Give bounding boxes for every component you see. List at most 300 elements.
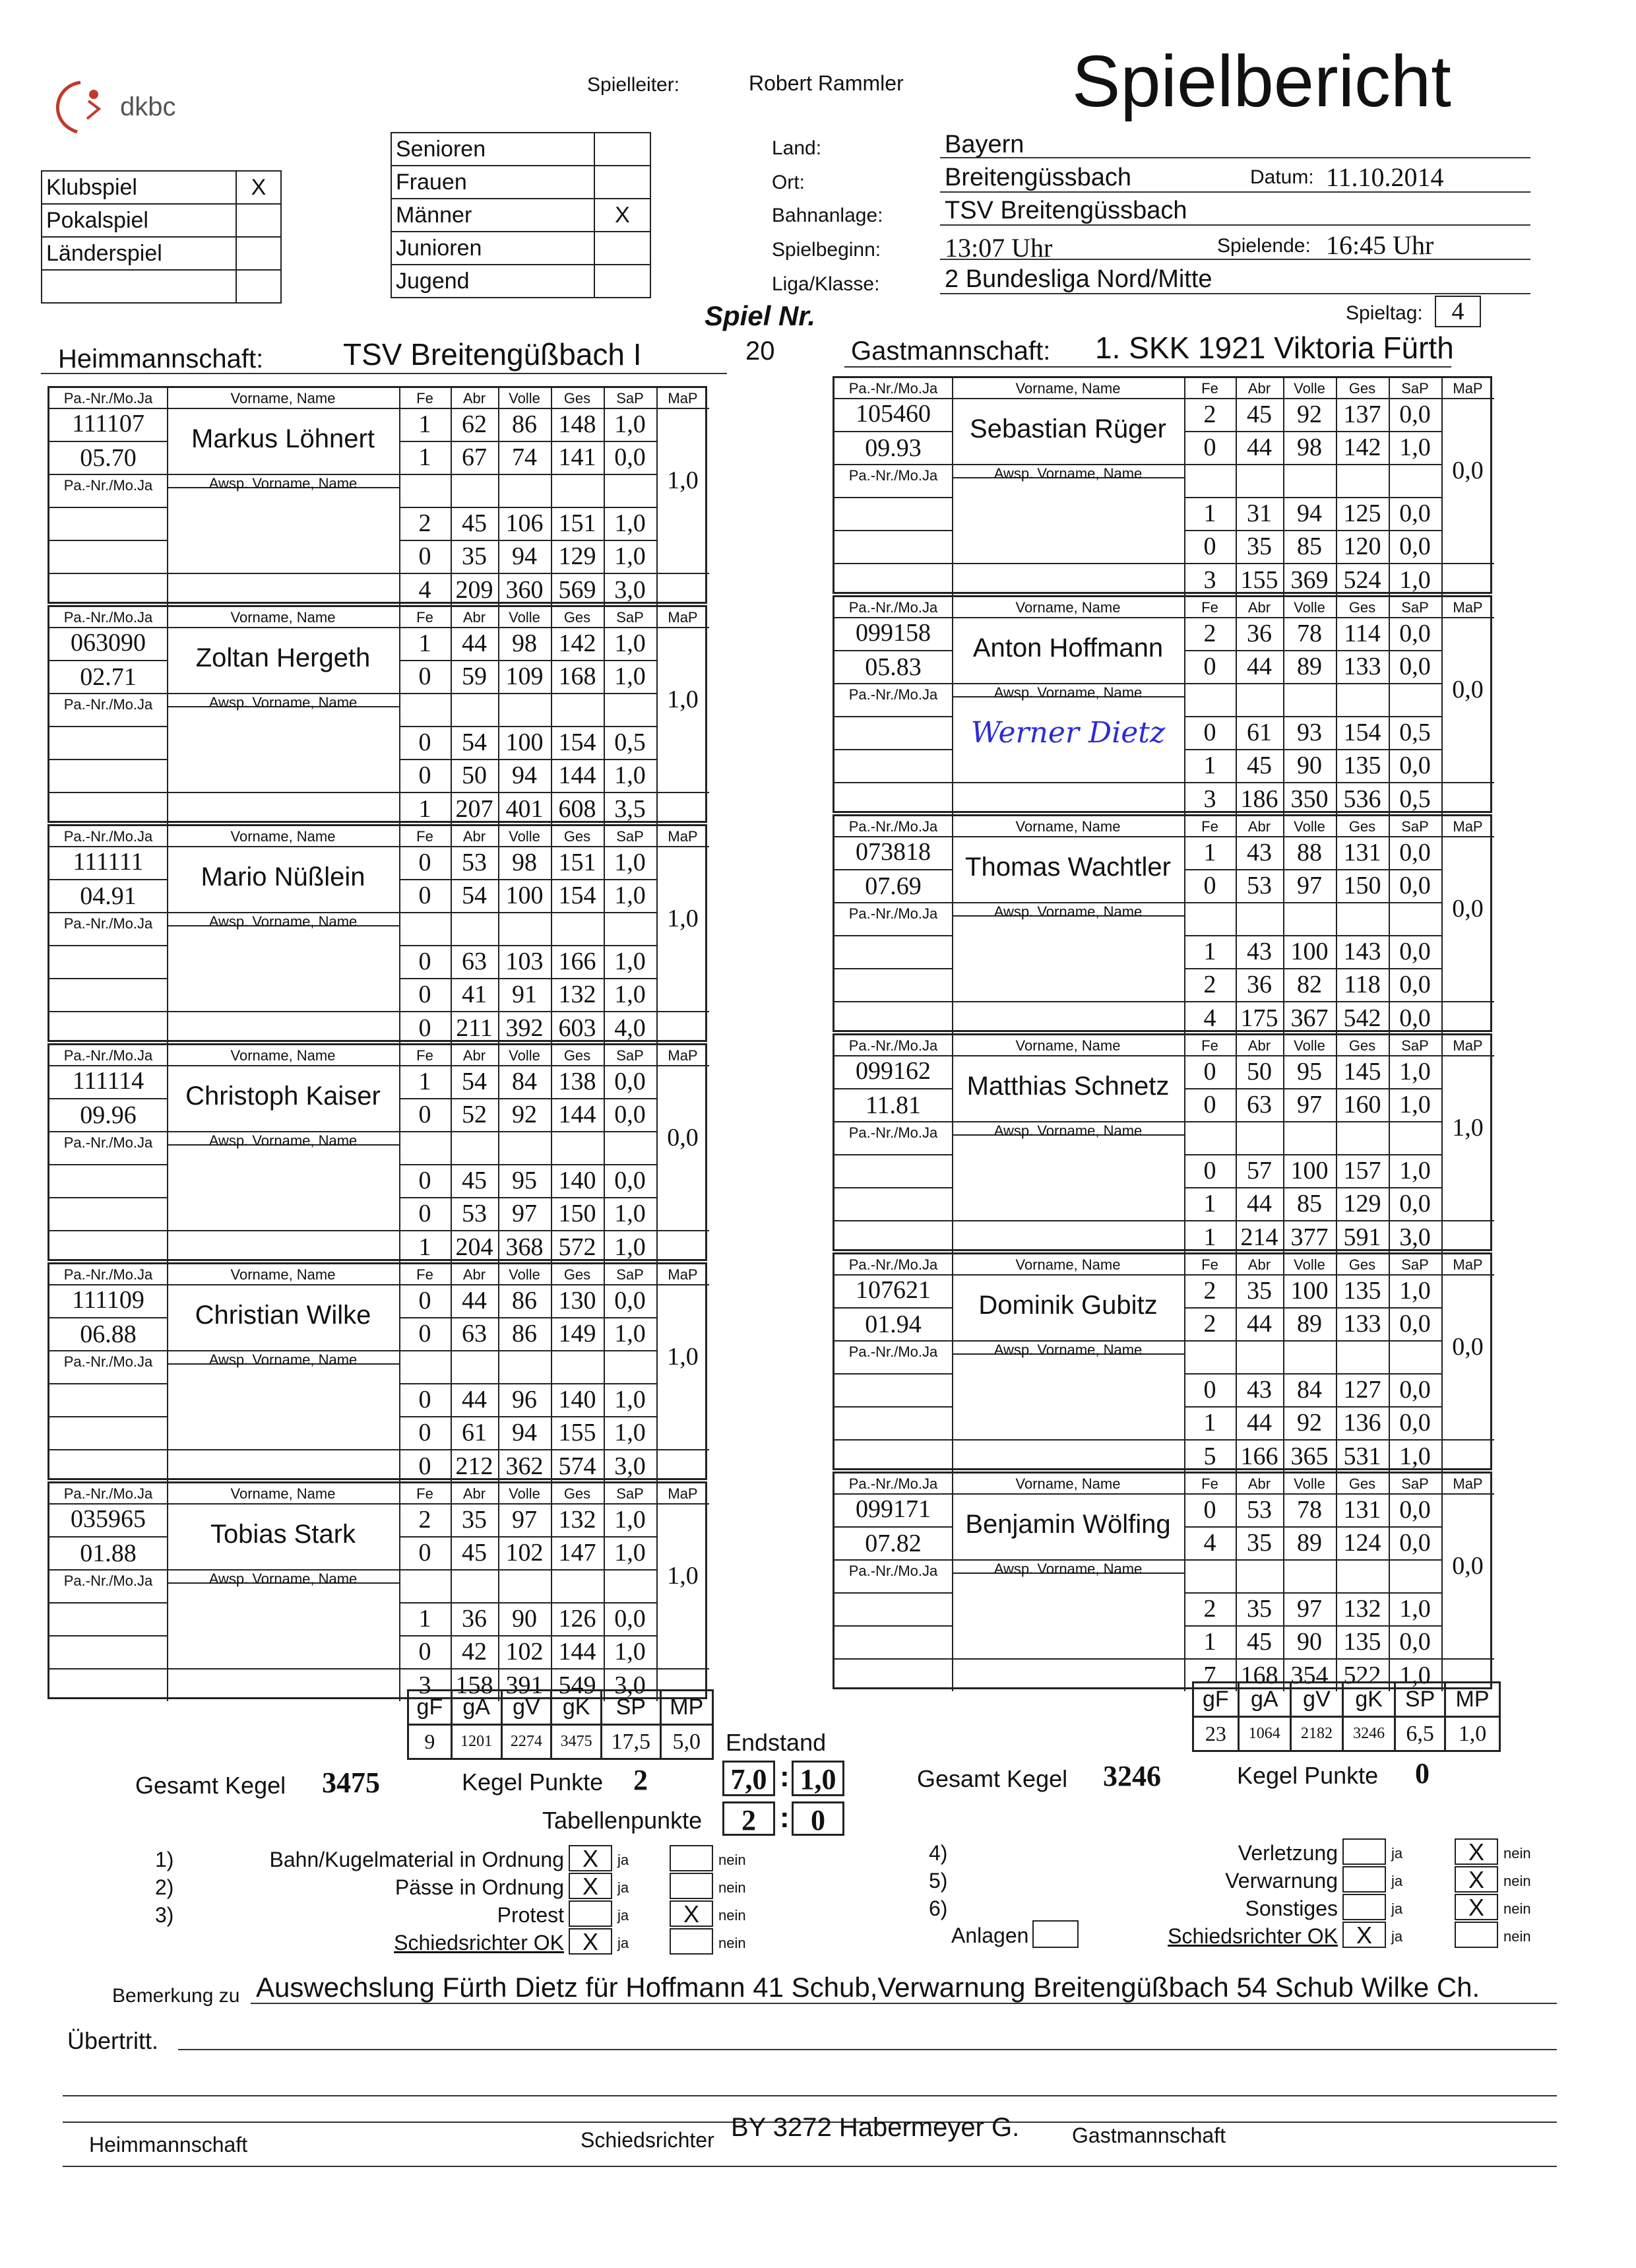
- score-cell: 149: [558, 1320, 596, 1347]
- liga-label: Liga/Klasse:: [772, 273, 880, 295]
- grid-line: [834, 464, 952, 465]
- sum-value: 3246: [1343, 1717, 1395, 1751]
- grid-line: [1184, 1307, 1441, 1309]
- total-cell: 3: [1203, 566, 1216, 594]
- grid-line: [399, 1536, 656, 1538]
- grid-line: [399, 1284, 656, 1285]
- score-cell: 166: [558, 948, 596, 975]
- total-cell: 542: [1343, 1004, 1381, 1032]
- grid-line: [1184, 1340, 1441, 1342]
- score-cell: 90: [1297, 752, 1322, 779]
- player-month-year: 05.70: [80, 444, 137, 472]
- guest-gesamt-value: 3246: [1103, 1760, 1161, 1792]
- kategorie-table: [391, 132, 651, 298]
- player-name: Zoltan Hergeth: [195, 643, 371, 672]
- player-map: 0,0: [1452, 676, 1484, 703]
- ges-header: Ges: [563, 1266, 591, 1283]
- guest-gesamt-label: Gesamt Kegel: [917, 1765, 1068, 1792]
- score-cell: 126: [558, 1605, 596, 1633]
- score-cell: 0: [1203, 434, 1216, 461]
- score-cell: 1: [1203, 752, 1216, 779]
- score-cell: 57: [1247, 1157, 1272, 1184]
- score-cell: 0: [418, 1101, 431, 1128]
- grid-line: [834, 1406, 952, 1408]
- score-cell: 35: [1247, 1277, 1272, 1305]
- score-cell: 0: [418, 1539, 431, 1567]
- grid-line: [49, 726, 167, 727]
- fe-header: Fe: [1201, 599, 1218, 616]
- grid-line: [49, 759, 167, 760]
- grid-line: [49, 1536, 167, 1538]
- map-header: MaP: [1453, 1037, 1483, 1054]
- total-cell: 158: [455, 1671, 493, 1699]
- guest-player-block: [833, 1252, 1492, 1470]
- player-pass-number: 111107: [72, 410, 144, 437]
- grid-line: [656, 846, 709, 847]
- sum-header: MP: [660, 1691, 712, 1725]
- nein-checkbox[interactable]: X: [1455, 1866, 1498, 1893]
- grid-line: [1184, 935, 1441, 936]
- score-cell: 0: [418, 1200, 431, 1227]
- score-cell: 0,0: [1399, 938, 1431, 965]
- total-cell: 531: [1343, 1442, 1381, 1470]
- score-cell: 136: [1343, 1409, 1381, 1437]
- score-cell: 0: [418, 1386, 431, 1413]
- awsp-label: Awsp. Vorname, Name: [208, 694, 358, 711]
- total-cell: 362: [505, 1452, 544, 1480]
- player-name: Anton Hoffmann: [972, 633, 1164, 663]
- fe-header: Fe: [416, 390, 433, 406]
- grid-line: [399, 1383, 656, 1384]
- substitute-name: Werner Dietz: [970, 716, 1166, 750]
- score-cell: 0,0: [1399, 1628, 1431, 1656]
- ges-header: Ges: [1348, 818, 1376, 835]
- score-cell: 41: [462, 981, 487, 1008]
- score-cell: 154: [558, 882, 596, 909]
- grid-line: [834, 1121, 952, 1122]
- grid-line: [49, 507, 167, 508]
- volle-header: Volle: [509, 1485, 540, 1502]
- score-cell: 86: [512, 410, 537, 438]
- score-cell: 2: [1203, 971, 1216, 998]
- uebertritt-label: Übertritt.: [67, 2027, 159, 2054]
- grid-line: [399, 1350, 656, 1351]
- grid-line: [952, 1274, 1184, 1276]
- volle-header: Volle: [1294, 599, 1325, 616]
- ja-checkbox[interactable]: [1342, 1894, 1386, 1920]
- guest-kp-label: Kegel Punkte: [1237, 1762, 1379, 1789]
- grid-line: [834, 1307, 952, 1309]
- volle-header: Volle: [1294, 1256, 1325, 1273]
- sum-value: 2182: [1290, 1717, 1342, 1751]
- grid-line: [49, 945, 167, 946]
- endstand-home: 7,0: [722, 1761, 775, 1796]
- score-cell: 102: [505, 1638, 544, 1666]
- grid-line: [399, 1131, 656, 1132]
- score-cell: 129: [558, 542, 596, 570]
- score-cell: 96: [512, 1386, 537, 1413]
- map-header: MaP: [1453, 599, 1483, 616]
- score-cell: 1: [418, 443, 431, 471]
- score-cell: 2: [418, 1506, 431, 1534]
- sum-value: 1064: [1238, 1717, 1290, 1751]
- sum-header: SP: [602, 1691, 661, 1725]
- score-cell: 1: [1203, 938, 1216, 965]
- ges-header: Ges: [1348, 1256, 1376, 1273]
- nein-checkbox[interactable]: [1455, 1922, 1498, 1948]
- total-cell: 3: [418, 1671, 431, 1699]
- score-cell: 1,0: [1399, 1277, 1431, 1305]
- score-cell: 133: [1343, 1310, 1381, 1338]
- sig-gast-label: Gastmannschaft: [1072, 2123, 1226, 2147]
- score-cell: 35: [462, 542, 487, 570]
- grid-line: [399, 759, 656, 760]
- kategorie-mark: [594, 166, 650, 199]
- total-cell: 214: [1240, 1223, 1278, 1251]
- nein-checkbox[interactable]: X: [670, 1900, 713, 1927]
- score-cell: 106: [505, 509, 544, 537]
- score-cell: 0: [418, 663, 431, 690]
- ja-checkbox[interactable]: X: [1342, 1922, 1386, 1948]
- awsp-label: Awsp. Vorname, Name: [993, 465, 1143, 482]
- guest-player-block: [833, 1033, 1492, 1251]
- score-cell: 1,0: [1399, 434, 1431, 461]
- check-number: 1): [155, 1848, 174, 1871]
- spielart-mark: [236, 204, 281, 237]
- pa-label: Pa.-Nr./Mo.Ja: [848, 1037, 938, 1054]
- grid-line: [1184, 1121, 1441, 1122]
- score-cell: 98: [512, 630, 537, 657]
- player-month-year: 01.94: [865, 1311, 922, 1338]
- ja-checkbox[interactable]: X: [569, 1873, 612, 1899]
- score-cell: 43: [1247, 1376, 1272, 1404]
- pa-label: Pa.-Nr./Mo.Ja: [848, 1475, 938, 1492]
- score-cell: 84: [512, 1068, 537, 1095]
- ges-header: Ges: [563, 609, 591, 626]
- home-kp-value: 2: [633, 1764, 648, 1796]
- check-number: 4): [929, 1841, 948, 1865]
- score-cell: 78: [1297, 1496, 1322, 1524]
- score-cell: 0: [1203, 533, 1216, 560]
- ja-label: ja: [617, 1879, 629, 1896]
- score-cell: 1,0: [614, 1386, 646, 1413]
- sum-value: 1,0: [1445, 1717, 1500, 1751]
- grid-line: [49, 1350, 167, 1351]
- score-cell: 144: [558, 1638, 596, 1666]
- nein-label: nein: [1503, 1873, 1531, 1889]
- score-cell: 36: [1247, 620, 1272, 647]
- score-cell: 0,0: [1399, 1496, 1431, 1524]
- total-cell: 155: [1240, 566, 1278, 594]
- score-cell: 0: [1203, 1157, 1216, 1184]
- tabellenpunkte-label: Tabellenpunkte: [542, 1807, 703, 1834]
- grid-line: [399, 627, 656, 628]
- gast-label: Gastmannschaft:: [851, 337, 1051, 366]
- sum-header: gF: [408, 1691, 452, 1725]
- score-cell: 0: [1203, 1376, 1216, 1404]
- sap-header: SaP: [1401, 599, 1429, 616]
- total-cell: 1: [418, 1233, 431, 1261]
- grid-line: [399, 474, 656, 475]
- map-header: MaP: [1453, 1475, 1483, 1492]
- player-month-year: 07.82: [865, 1530, 922, 1557]
- score-cell: 43: [1247, 938, 1272, 965]
- player-pass-number: 099171: [856, 1495, 931, 1523]
- bahnanlage-label: Bahnanlage:: [772, 205, 883, 226]
- score-cell: 1,0: [614, 849, 646, 876]
- check-number: 6): [929, 1896, 948, 1920]
- volle-header: Volle: [509, 390, 540, 406]
- ort-value: Breitengüssbach: [945, 164, 1132, 191]
- player-pass-number: 073818: [856, 838, 931, 866]
- grid-line: [834, 1340, 952, 1342]
- grid-line: [1184, 1274, 1441, 1276]
- score-cell: 135: [1343, 1628, 1381, 1656]
- ja-checkbox[interactable]: X: [569, 1845, 612, 1871]
- score-cell: 132: [1343, 1595, 1381, 1623]
- ja-checkbox[interactable]: [569, 1900, 612, 1927]
- player-name: Markus Löhnert: [191, 424, 375, 453]
- score-cell: 31: [1247, 500, 1272, 527]
- score-cell: 89: [1297, 653, 1322, 680]
- score-cell: 53: [1247, 1496, 1272, 1524]
- nein-label: nein: [718, 1852, 746, 1868]
- total-cell: 3,5: [614, 795, 646, 823]
- bemerkung-label: Bemerkung zu: [112, 1985, 240, 2007]
- score-cell: 45: [1247, 1628, 1272, 1656]
- grid-line: [49, 1197, 167, 1198]
- map-header: MaP: [668, 1485, 698, 1502]
- pa-label: Pa.-Nr./Mo.Ja: [63, 1572, 153, 1589]
- map-header: MaP: [668, 828, 698, 845]
- total-cell: 367: [1290, 1004, 1329, 1032]
- score-cell: 97: [1297, 872, 1322, 899]
- tabellenpunkte-home: 2: [722, 1801, 775, 1836]
- grid-line: [1184, 497, 1441, 498]
- pa-label: Pa.-Nr./Mo.Ja: [848, 818, 938, 835]
- guest-player-block: [833, 814, 1492, 1032]
- score-cell: 74: [512, 443, 537, 471]
- player-month-year: 11.81: [865, 1091, 922, 1119]
- score-cell: 94: [512, 1419, 537, 1446]
- score-cell: 142: [1343, 434, 1381, 461]
- nein-label: nein: [718, 1879, 746, 1896]
- vorname-label: Vorname, Name: [1015, 1037, 1121, 1054]
- score-cell: 1,0: [614, 1419, 646, 1446]
- score-cell: 109: [505, 663, 544, 690]
- score-cell: 0: [418, 1287, 431, 1314]
- grid-line: [399, 1317, 656, 1318]
- nein-checkbox[interactable]: [670, 1928, 713, 1955]
- sum-header: gF: [1193, 1683, 1239, 1717]
- total-cell: 524: [1343, 566, 1381, 594]
- score-cell: 2: [1203, 1310, 1216, 1338]
- nein-checkbox[interactable]: X: [1455, 1894, 1498, 1920]
- home-player-block: [47, 1262, 707, 1480]
- guest-kp-value: 0: [1415, 1757, 1430, 1790]
- score-cell: 45: [1247, 752, 1272, 779]
- home-summary-table: [407, 1689, 714, 1760]
- vorname-label: Vorname, Name: [230, 828, 336, 845]
- sap-header: SaP: [616, 609, 644, 626]
- grid-line: [1441, 398, 1494, 399]
- total-cell: 1,0: [1399, 1442, 1431, 1470]
- volle-header: Volle: [1294, 380, 1325, 397]
- sum-value: 6,5: [1395, 1717, 1445, 1751]
- score-cell: 0: [418, 729, 431, 756]
- score-cell: 90: [512, 1605, 537, 1633]
- score-cell: 1,0: [614, 509, 646, 537]
- ges-header: Ges: [1348, 1475, 1376, 1492]
- heim-value: TSV Breitengüßbach I: [343, 337, 642, 372]
- sum-value: 17,5: [602, 1725, 661, 1759]
- score-cell: 35: [1247, 1595, 1272, 1623]
- player-map: 1,0: [667, 1562, 699, 1590]
- grid-line: [834, 683, 952, 684]
- spielart-label: Länderspiel: [42, 237, 236, 270]
- grid-line: [834, 968, 952, 969]
- grid-line: [1441, 1274, 1494, 1276]
- total-cell: 0: [418, 1452, 431, 1480]
- total-cell: 368: [505, 1233, 544, 1261]
- score-cell: 120: [1343, 533, 1381, 560]
- abr-header: Abr: [462, 828, 486, 845]
- score-cell: 95: [1297, 1058, 1322, 1085]
- score-cell: 0: [418, 948, 431, 975]
- ja-checkbox[interactable]: [1342, 1866, 1386, 1893]
- score-cell: 54: [462, 1068, 487, 1095]
- guest-summary-table: [1192, 1681, 1501, 1752]
- score-cell: 1,0: [614, 761, 646, 789]
- nein-checkbox[interactable]: X: [1455, 1838, 1498, 1865]
- grid-line: [952, 398, 1184, 399]
- score-cell: 0: [418, 542, 431, 570]
- score-cell: 45: [1247, 401, 1272, 428]
- grid-line: [1441, 836, 1494, 837]
- score-cell: 0: [1203, 872, 1216, 899]
- score-cell: 53: [462, 1200, 487, 1227]
- volle-header: Volle: [1294, 1037, 1325, 1054]
- total-cell: 212: [455, 1452, 493, 1480]
- grid-line: [167, 1284, 399, 1285]
- ja-label: ja: [1391, 1900, 1403, 1917]
- total-cell: 391: [505, 1671, 544, 1699]
- grid-line: [1184, 1559, 1441, 1561]
- fe-header: Fe: [416, 609, 433, 626]
- spielart-mark: X: [236, 171, 281, 204]
- map-header: MaP: [668, 390, 698, 406]
- score-cell: 135: [1343, 752, 1381, 779]
- guest-player-block: [833, 595, 1492, 813]
- pa-label: Pa.-Nr./Mo.Ja: [63, 390, 153, 406]
- score-cell: 92: [1297, 401, 1322, 428]
- score-cell: 2: [418, 509, 431, 537]
- grid-line: [49, 1602, 167, 1604]
- total-cell: 536: [1343, 785, 1381, 813]
- score-cell: 97: [1297, 1091, 1322, 1118]
- score-cell: 0: [418, 761, 431, 789]
- ja-checkbox[interactable]: X: [569, 1928, 612, 1955]
- endstand-sep: :: [780, 1761, 790, 1793]
- score-cell: 140: [558, 1167, 596, 1194]
- score-cell: 97: [512, 1200, 537, 1227]
- grid-line: [834, 935, 952, 936]
- fe-header: Fe: [1201, 1256, 1218, 1273]
- grid-line: [49, 792, 709, 793]
- spielende-label: Spielende:: [1217, 235, 1311, 257]
- nein-checkbox[interactable]: [670, 1873, 713, 1899]
- score-cell: 85: [1297, 1190, 1322, 1217]
- score-cell: 0,0: [1399, 500, 1431, 527]
- total-cell: 354: [1290, 1662, 1329, 1689]
- sap-header: SaP: [1401, 380, 1429, 397]
- grid-line: [834, 902, 952, 903]
- score-cell: 103: [505, 948, 544, 975]
- nein-label: nein: [1503, 1900, 1531, 1917]
- pa-label: Pa.-Nr./Mo.Ja: [848, 467, 938, 484]
- awsp-label: Awsp. Vorname, Name: [208, 475, 358, 492]
- datum-label: Datum:: [1250, 166, 1314, 188]
- score-cell: 102: [505, 1539, 544, 1567]
- grid-line: [1184, 398, 1441, 399]
- score-cell: 0: [1203, 1091, 1216, 1118]
- score-cell: 0,5: [614, 729, 646, 756]
- endstand-label: Endstand: [726, 1729, 827, 1756]
- score-cell: 0,0: [1399, 752, 1431, 779]
- check-label: Pässe in Ordnung: [394, 1875, 564, 1899]
- vorname-label: Vorname, Name: [230, 1047, 336, 1064]
- score-cell: 53: [462, 849, 487, 876]
- endstand-guest: 1,0: [792, 1761, 844, 1796]
- score-cell: 135: [1343, 1277, 1381, 1305]
- grid-line: [952, 617, 1184, 618]
- grid-line: [167, 846, 399, 847]
- grid-line: [834, 782, 1494, 783]
- grid-line: [834, 497, 952, 498]
- ja-checkbox[interactable]: [1342, 1838, 1386, 1865]
- abr-header: Abr: [462, 1485, 486, 1502]
- kategorie-mark: [594, 265, 650, 298]
- grid-line: [834, 1187, 952, 1188]
- map-header: MaP: [1453, 1256, 1483, 1273]
- grid-line: [49, 1098, 167, 1099]
- vorname-label: Vorname, Name: [1015, 1256, 1121, 1273]
- awsp-label: Awsp. Vorname, Name: [993, 1122, 1143, 1139]
- score-cell: 141: [558, 443, 596, 471]
- total-cell: 365: [1290, 1442, 1329, 1470]
- pa-label: Pa.-Nr./Mo.Ja: [63, 828, 153, 845]
- grid-line: [1441, 617, 1494, 618]
- spiel-nr-label: Spiel Nr.: [705, 300, 816, 331]
- total-cell: 1,0: [614, 1233, 646, 1261]
- vorname-label: Vorname, Name: [230, 390, 336, 406]
- total-cell: 7: [1203, 1662, 1216, 1689]
- sap-header: SaP: [616, 828, 644, 845]
- player-pass-number: 111109: [72, 1286, 144, 1314]
- nein-checkbox[interactable]: [670, 1845, 713, 1871]
- score-cell: 86: [512, 1287, 537, 1314]
- heim-label: Heimmannschaft:: [58, 344, 264, 373]
- score-cell: 1,0: [614, 882, 646, 909]
- pa-label: Pa.-Nr./Mo.Ja: [848, 686, 938, 703]
- score-cell: 89: [1297, 1310, 1322, 1338]
- score-cell: 132: [558, 1506, 596, 1534]
- grid-line: [49, 1635, 167, 1636]
- score-cell: 98: [512, 849, 537, 876]
- score-cell: 154: [558, 729, 596, 756]
- total-cell: 211: [456, 1014, 493, 1042]
- spielbeginn-value: 13:07 Uhr: [945, 233, 1053, 263]
